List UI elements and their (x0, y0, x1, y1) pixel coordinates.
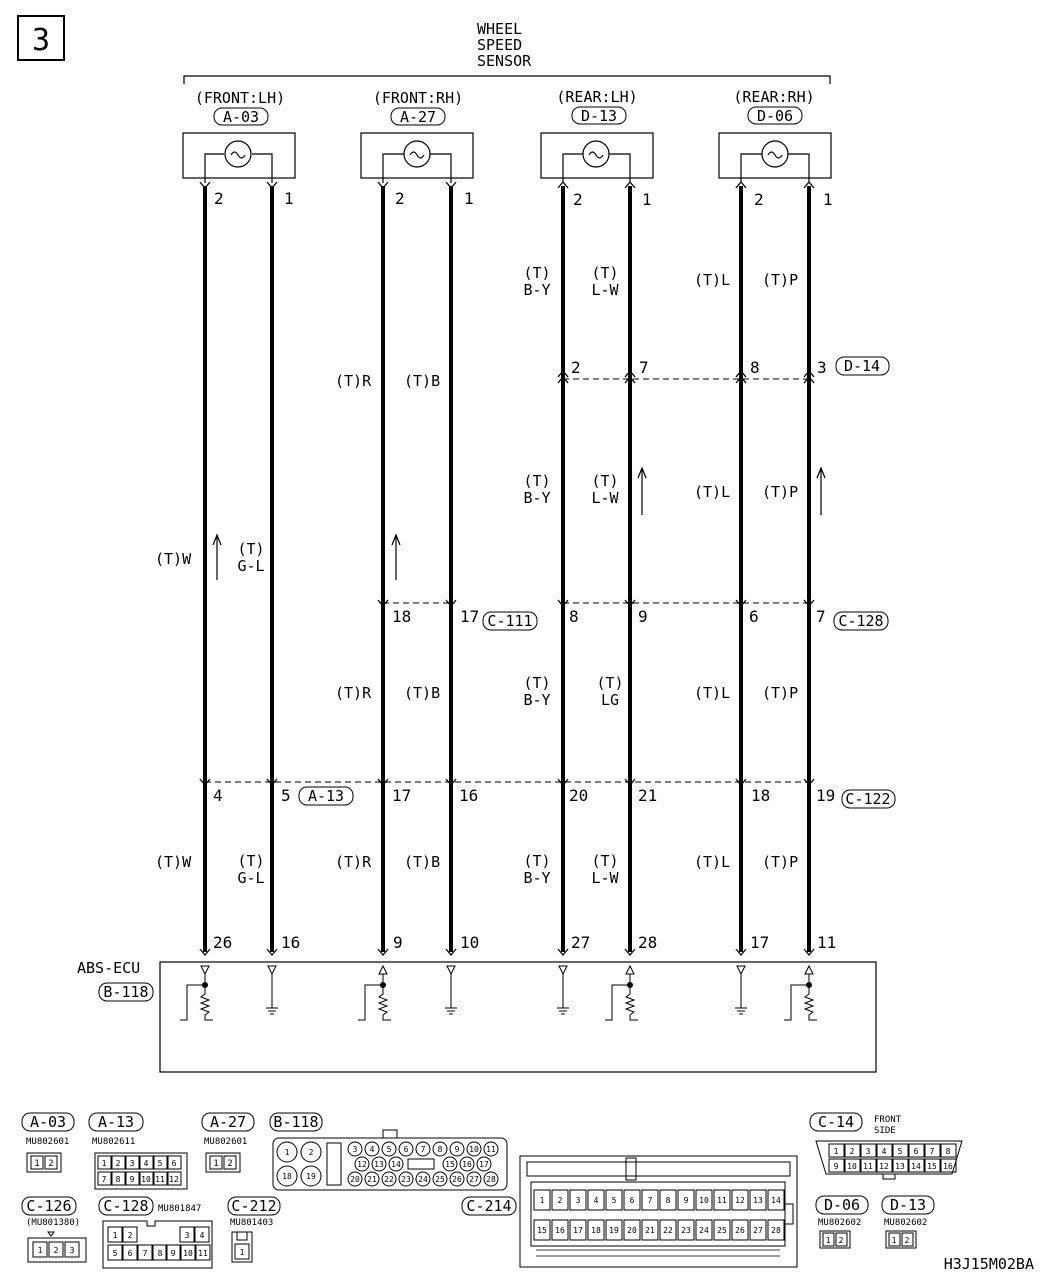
page-number: 3 (31, 23, 51, 58)
connector-view-part: MU802602 (818, 1218, 862, 1228)
connector-view-pin: 8 (157, 1249, 163, 1258)
sensor-front-lh-symbol (183, 133, 295, 183)
wire-label: (T)L (694, 271, 731, 289)
connector-view-pin: 9 (170, 1249, 176, 1258)
wire-label: (T) (591, 264, 619, 282)
connector-view-part: MU802601 (26, 1137, 70, 1147)
wire-labels-front-lh-mid (155, 540, 265, 575)
connector-view-pin: 5 (157, 1159, 163, 1168)
wire-label: (T)P (762, 483, 799, 501)
connector-view-pin: 26 (452, 1175, 462, 1184)
connector-view-pin: 2 (849, 1147, 855, 1156)
sensor-rear-lh-pin-1: 1 (642, 190, 652, 209)
connector-view-pin: 15 (927, 1162, 937, 1171)
arrow-up-icon (817, 468, 825, 515)
connector-view-pin: 12 (357, 1160, 367, 1169)
wire-label: B-Y (523, 691, 551, 709)
connector-view-pin: 18 (591, 1226, 601, 1235)
connector-view-pin: 4 (369, 1145, 375, 1154)
wire-label: (T) (523, 674, 551, 692)
connector-view-pin: 13 (895, 1162, 905, 1171)
ecu-input-circuit (605, 966, 638, 1020)
connector-view-pin: 8 (945, 1147, 951, 1156)
sensor-group-bracket (184, 76, 830, 84)
connector-view-part: MU801403 (230, 1218, 274, 1228)
connector-view-pin: 2 (557, 1196, 563, 1205)
sensor-front-rh-position: (FRONT:RH) (372, 89, 464, 107)
junction-d14 (571, 357, 889, 377)
ecu-ground-circuit (735, 966, 747, 1014)
connector-view-pin: 4 (593, 1196, 599, 1205)
connector-view-pin: 28 (771, 1226, 781, 1235)
connector-view-pin: 6 (913, 1147, 919, 1156)
ecu-name: ABS-ECU (77, 959, 141, 977)
connector-view-pin: 4 (881, 1147, 887, 1156)
wire-label: G-L (237, 869, 265, 887)
junction-pin: 16 (459, 786, 479, 805)
connector-view-pin: 1 (112, 1231, 118, 1240)
page-code: H3J15M02BA (943, 1255, 1034, 1273)
connector-view-a27 (202, 1113, 254, 1172)
wire-label: L-W (591, 281, 619, 299)
connector-view-pin: 7 (647, 1196, 653, 1205)
connector-view-pin: 19 (609, 1226, 619, 1235)
connector-view-pin: 20 (627, 1226, 637, 1235)
ecu-pin: 26 (213, 933, 233, 952)
connector-view-pin: 27 (469, 1175, 479, 1184)
ecu-ground-circuit (557, 966, 569, 1014)
connector-view-c14 (810, 1113, 962, 1179)
connector-view-pin: 8 (665, 1196, 671, 1205)
wire-label: G-L (237, 557, 265, 575)
ecu-connector: B-118 (103, 983, 149, 1001)
connector-view-pin: 3 (129, 1159, 135, 1168)
sensor-rear-rh-pin-2: 2 (754, 190, 764, 209)
sensor-labels (195, 88, 815, 126)
connector-view-pin: 2 (308, 1148, 314, 1157)
wire-label: (T)R (335, 372, 372, 390)
sensor-boxes (183, 133, 831, 183)
connector-view-pin: 17 (479, 1160, 489, 1169)
connector-view-note: FRONT (874, 1115, 902, 1125)
connector-view-pin: 11 (486, 1145, 496, 1154)
connector-view-pin: 6 (127, 1249, 133, 1258)
connector-view-a13 (89, 1113, 187, 1189)
connector-view-part: MU802602 (884, 1218, 928, 1228)
ecu-pin: 11 (817, 933, 837, 952)
wire-label: (T)B (404, 853, 441, 871)
connector-view-pin: 10 (699, 1196, 709, 1205)
ecu-box (160, 962, 876, 1072)
connector-view-pin: 13 (374, 1160, 384, 1169)
connector-view-pin: 7 (101, 1175, 107, 1184)
connector-view-pin: 14 (771, 1196, 781, 1205)
connector-view-pin: 10 (469, 1145, 479, 1154)
connector-view-pin: 21 (367, 1175, 377, 1184)
ecu-ground-circuit (266, 966, 278, 1014)
connector-view-pin: 17 (573, 1226, 583, 1235)
sensor-rear-lh-connector: D-13 (580, 107, 618, 125)
junction-pin: 8 (569, 607, 579, 626)
connector-view-label: D-06 (823, 1196, 861, 1214)
connector-view-pin: 25 (717, 1226, 727, 1235)
wire-label: (T)W (155, 853, 192, 871)
connector-view-pin: 9 (454, 1145, 460, 1154)
wire-label: (T)W (155, 550, 192, 568)
sensor-rear-lh-pin-2: 2 (573, 190, 583, 209)
connector-view-pin: 22 (663, 1226, 673, 1235)
sensor-group-header (184, 20, 830, 84)
connector-view-pin: 4 (199, 1231, 205, 1240)
ecu-pin: 16 (281, 933, 301, 952)
sensor-rear-lh-symbol (541, 133, 653, 183)
connector-view-pin: 2 (227, 1159, 233, 1169)
connector-view-a03 (22, 1113, 74, 1172)
connector-view-c214 (462, 1156, 797, 1267)
connector-view-pin: 14 (391, 1160, 401, 1169)
junction-pin: 9 (638, 607, 648, 626)
connector-view-pin: 26 (735, 1226, 745, 1235)
junction-pin: 3 (817, 358, 827, 377)
connector-view-label: C-126 (26, 1197, 72, 1215)
sensor-group-title-line-3: SENSOR (477, 52, 532, 70)
wire-label: (T)B (404, 372, 441, 390)
connector-view-pin: 25 (435, 1175, 445, 1184)
junction-pin: 18 (751, 786, 771, 805)
wire-label: (T) (237, 852, 265, 870)
junction-c122 (392, 786, 895, 808)
connector-view-pin: 24 (699, 1226, 709, 1235)
wire-label: (T)B (404, 684, 441, 702)
connector-view-pin: 2 (53, 1246, 59, 1255)
ecu-pin: 27 (571, 933, 591, 952)
connector-view-label: A-13 (97, 1113, 135, 1131)
wire-bundle (205, 186, 809, 952)
wire-label: L-W (591, 869, 619, 887)
wire-label: (T) (523, 852, 551, 870)
junction-pin: 17 (460, 607, 480, 626)
sensor-front-lh-pin-2: 2 (214, 189, 224, 208)
sensor-front-lh-connector: A-03 (222, 108, 260, 126)
connector-view-pin: 11 (717, 1196, 727, 1205)
connector-view-pin: 8 (115, 1175, 121, 1184)
sensor-front-rh-pin-1: 1 (464, 189, 474, 208)
connector-view-pin: 6 (403, 1145, 409, 1154)
sensor-group-title-line-1: WHEEL (477, 20, 523, 38)
junction-pin: 7 (639, 358, 649, 377)
junction-pin: 17 (392, 786, 412, 805)
connector-view-pin: 18 (282, 1172, 292, 1181)
connector-view-pin: 27 (753, 1226, 763, 1235)
connector-view-d13 (882, 1196, 934, 1248)
connector-view-part: MU802611 (92, 1137, 136, 1147)
connector-view-pin: 1 (101, 1159, 107, 1168)
connector-view-pin: 28 (486, 1175, 496, 1184)
sensor-rear-rh-pin-1: 1 (823, 190, 833, 209)
connector-view-pin: 3 (184, 1231, 190, 1240)
junction-dashed-lines (205, 379, 809, 782)
sensor-front-rh-pin-2: 2 (395, 189, 405, 208)
connector-view-pin: 3 (575, 1196, 581, 1205)
wire-label: (T)R (335, 684, 372, 702)
sensor-front-rh-symbol (361, 133, 473, 183)
connector-view-pin: 1 (825, 1236, 831, 1245)
wire-label: (T) (237, 540, 265, 558)
ecu-pin: 9 (393, 933, 403, 952)
connector-view-pin: 1 (213, 1159, 219, 1169)
connector-view-pin: 16 (555, 1226, 565, 1235)
wire-label: B-Y (523, 869, 551, 887)
connector-view-part: MU802601 (204, 1137, 248, 1147)
connector-view-pin: 4 (143, 1159, 149, 1168)
arrow-up-icon (213, 535, 221, 580)
junction-d14-connector: D-14 (843, 357, 881, 375)
ecu-pin: 17 (750, 933, 770, 952)
wire-label: B-Y (523, 281, 551, 299)
ecu-ground-circuit (445, 966, 457, 1014)
connector-view-pin: 16 (462, 1160, 472, 1169)
junction-c128 (569, 607, 888, 630)
connector-view-pin: 7 (420, 1145, 426, 1154)
ecu-pin: 28 (638, 933, 658, 952)
sensor-front-lh-pin-1: 1 (284, 189, 294, 208)
connector-view-pin: 7 (929, 1147, 935, 1156)
wire-label: (T)L (694, 483, 731, 501)
connector-view-pin: 3 (352, 1145, 358, 1154)
wire-label: (T) (596, 674, 624, 692)
wire-labels-lower (335, 674, 798, 709)
wire-label: LG (600, 691, 620, 709)
connector-view-pin: 16 (943, 1162, 953, 1171)
connector-view-pin: 12 (879, 1162, 889, 1171)
connector-view-pin: 15 (445, 1160, 455, 1169)
connector-view-part: (MU801380) (26, 1218, 81, 1228)
connector-view-pin: 1 (284, 1148, 290, 1157)
wire-label: (T)L (694, 684, 731, 702)
connector-view-pin: 6 (171, 1159, 177, 1168)
sensor-rear-rh-connector: D-06 (756, 107, 794, 125)
connector-view-pin: 19 (306, 1172, 316, 1181)
connector-view-pin: 12 (169, 1175, 179, 1184)
connector-view-label: D-13 (889, 1196, 927, 1214)
connector-view-pin: 5 (386, 1145, 392, 1154)
junction-pin: 6 (749, 607, 759, 626)
wire-labels-front-rh-mid (335, 372, 440, 390)
connector-view-pin: 2 (48, 1159, 54, 1169)
sensor-front-lh-position: (FRONT:LH) (194, 89, 286, 107)
connector-view-pin: 8 (437, 1145, 443, 1154)
connector-view-pin: 9 (833, 1162, 839, 1171)
wire-label: (T)P (762, 853, 799, 871)
connector-view-pin: 14 (911, 1162, 921, 1171)
connector-view-c212 (228, 1197, 280, 1262)
arrow-up-icon (638, 468, 646, 515)
connector-view-label: C-128 (103, 1197, 149, 1215)
signal-arrows (213, 468, 825, 580)
ecu-input-circuit (784, 966, 817, 1020)
junction-pin: 21 (638, 786, 658, 805)
sensor-group-title-line-2: SPEED (477, 36, 523, 54)
sensor-rear-lh-position: (REAR:LH) (556, 88, 638, 106)
connector-view-pin: 9 (129, 1175, 135, 1184)
connector-view-pin: 2 (904, 1236, 910, 1245)
connector-view-c128 (99, 1197, 212, 1268)
connector-view-pin: 10 (141, 1175, 151, 1184)
junction-a13 (213, 786, 353, 805)
connector-view-pin: 7 (142, 1249, 148, 1258)
connector-view-pin: 5 (897, 1147, 903, 1156)
junction-c122-connector: C-122 (845, 790, 891, 808)
connector-view-pin: 23 (681, 1226, 691, 1235)
connector-view-pin: 1 (539, 1196, 545, 1205)
connector-view-pin: 23 (401, 1175, 411, 1184)
connector-view-label: A-27 (209, 1113, 247, 1131)
connector-view-pin: 2 (838, 1236, 844, 1245)
junction-pin: 5 (281, 786, 291, 805)
connector-views (22, 1113, 962, 1268)
connector-view-pin: 2 (115, 1159, 121, 1168)
junction-c111 (392, 607, 537, 630)
connector-view-pin: 15 (537, 1226, 547, 1235)
junction-pin: 4 (213, 786, 223, 805)
wire-label: L-W (591, 489, 619, 507)
junction-pin: 19 (816, 786, 836, 805)
connector-view-label: A-03 (29, 1113, 67, 1131)
connector-view-pin: 1 (34, 1159, 40, 1169)
wire-label: (T) (523, 472, 551, 490)
page-number-box (18, 16, 64, 60)
connector-view-pin: 3 (69, 1246, 75, 1255)
junction-pin: 7 (816, 607, 826, 626)
connector-view-pin: 1 (833, 1147, 839, 1156)
connector-view-pin: 3 (865, 1147, 871, 1156)
connector-view-pin: 12 (735, 1196, 745, 1205)
connector-view-pin: 11 (155, 1175, 165, 1184)
abs-ecu (77, 959, 876, 1072)
wire-label: (T)P (762, 684, 799, 702)
wire-label: (T)R (335, 853, 372, 871)
junction-pin: 8 (750, 358, 760, 377)
connector-view-c126 (22, 1197, 86, 1262)
junction-pin: 20 (569, 786, 589, 805)
connector-view-pin: 10 (847, 1162, 857, 1171)
ecu-input-circuit (180, 966, 213, 1020)
junction-c111-connector: C-111 (487, 612, 533, 630)
sensor-front-rh-connector: A-27 (399, 108, 437, 126)
connector-view-pin: 11 (863, 1162, 873, 1171)
junction-a13-connector: A-13 (307, 787, 345, 805)
wire-label: (T) (591, 852, 619, 870)
connector-view-pin: 1 (239, 1248, 245, 1257)
connector-view-pin: 22 (384, 1175, 394, 1184)
ecu-pin: 10 (460, 933, 480, 952)
connector-view-pin: 20 (350, 1175, 360, 1184)
junction-pin: 18 (392, 607, 412, 626)
connector-view-pin: 24 (418, 1175, 428, 1184)
connector-view-label: B-118 (273, 1113, 319, 1131)
wire-label: (T)P (762, 271, 799, 289)
connector-view-pin: 11 (198, 1249, 208, 1258)
sensor-rear-rh-position: (REAR:RH) (733, 88, 815, 106)
connector-view-note: SIDE (874, 1126, 896, 1136)
connector-view-pin: 10 (183, 1249, 193, 1258)
junction-pin: 2 (571, 358, 581, 377)
connector-chevrons (200, 182, 814, 955)
connector-view-pin: 5 (611, 1196, 617, 1205)
connector-view-label: C-212 (231, 1197, 277, 1215)
wire-label: (T)L (694, 853, 731, 871)
sensor-rear-rh-symbol (719, 133, 831, 183)
connector-view-pin: 21 (645, 1226, 655, 1235)
connector-view-pin: 2 (127, 1231, 133, 1240)
ecu-input-circuit (358, 966, 391, 1020)
connector-view-label: C-214 (466, 1197, 512, 1215)
connector-view-pin: 13 (753, 1196, 763, 1205)
connector-view-pin: 9 (683, 1196, 689, 1205)
wire-label: (T) (523, 264, 551, 282)
connector-view-b118 (270, 1113, 507, 1190)
wire-label: B-Y (523, 489, 551, 507)
wire-label: (T) (591, 472, 619, 490)
wire-labels-bottom (155, 852, 798, 887)
connector-view-pin: 1 (891, 1236, 897, 1245)
connector-view-part: MU801847 (158, 1204, 202, 1214)
connector-view-pin: 5 (112, 1249, 118, 1258)
connector-view-pin: 6 (629, 1196, 635, 1205)
junction-c128-connector: C-128 (838, 612, 884, 630)
connector-view-pin: 1 (37, 1246, 43, 1255)
connector-view-d06 (816, 1196, 868, 1248)
connector-view-label: C-14 (817, 1113, 855, 1131)
arrow-up-icon (392, 535, 400, 580)
